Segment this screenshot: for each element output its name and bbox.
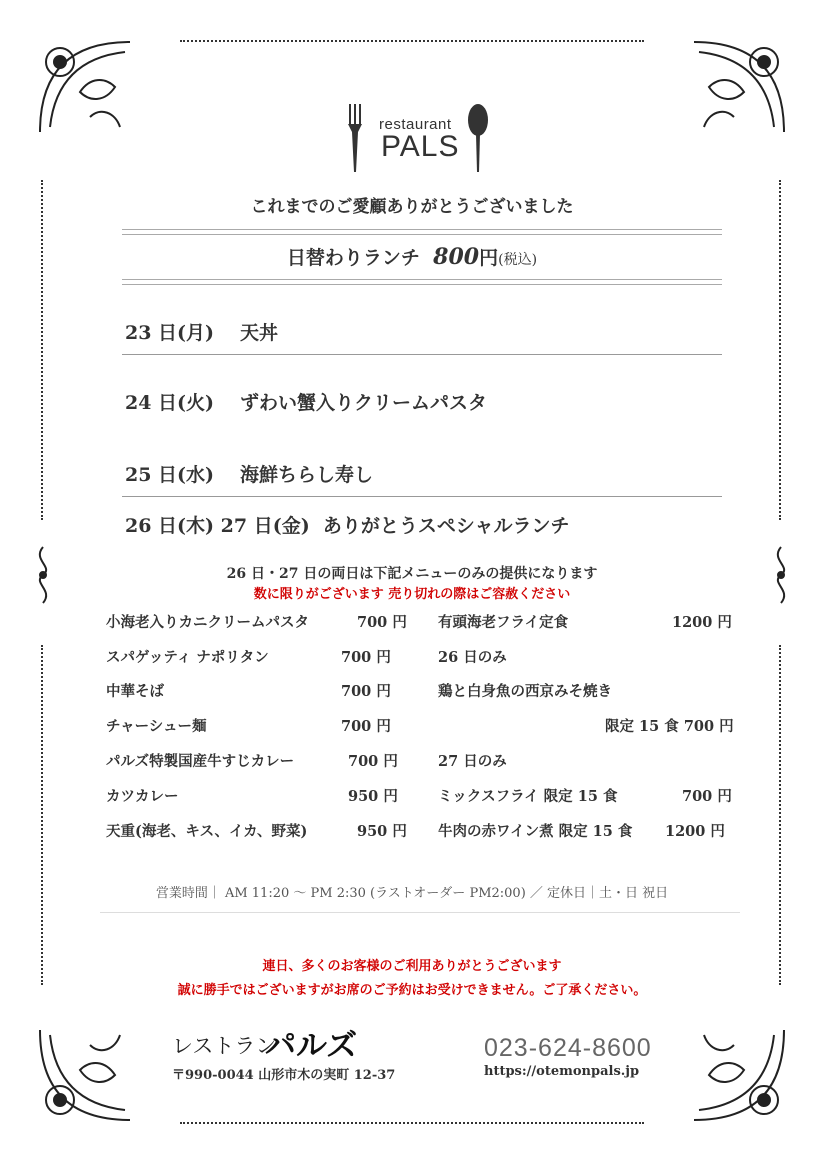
lunch-label: 日替わりランチ <box>286 247 420 269</box>
day-date: 24 日(火) <box>125 392 215 414</box>
menu-item-name: パルズ特製国産牛すじカレー <box>106 753 295 770</box>
day-row <box>125 318 278 345</box>
day-dish: 海鮮ちらし寿し <box>240 464 374 486</box>
restaurant-logo <box>345 100 495 180</box>
menu-item-name: ミックスフライ 限定 15 食 <box>438 788 618 805</box>
border-left-upper <box>41 180 45 520</box>
day-dish: ありがとうスペシャルランチ <box>322 515 570 537</box>
menu-item-price: 限定 15 食 700 円 <box>605 718 734 735</box>
day-date: 23 日(月) <box>125 322 215 344</box>
menu-item-name: 牛肉の赤ワイン煮 限定 15 食 <box>438 823 633 840</box>
corner-ornament-bottom-left <box>30 1020 140 1130</box>
daily-lunch-heading <box>0 243 824 270</box>
border-left-lower <box>41 645 45 985</box>
business-hours: 営業時間｜ AM 11:20 〜 PM 2:30 (ラストオーダー PM2:00) ／ 定休日｜土・日 祝日 <box>155 886 669 901</box>
menu-item-price: 700 円 <box>682 788 732 805</box>
menu-item-name: 26 日のみ <box>438 649 507 666</box>
menu-item-name: 27 日のみ <box>438 753 507 770</box>
day-divider <box>122 354 722 355</box>
menu-item-name: 天重(海老、キス、イカ、野菜) <box>106 823 308 840</box>
day-row <box>125 511 570 538</box>
lunch-price: 800 <box>433 244 480 270</box>
lunch-yen: 円 <box>479 247 499 269</box>
menu-item-price: 950 円 <box>348 788 398 805</box>
divider-top <box>122 229 722 235</box>
divider-bottom <box>122 279 722 285</box>
menu-item-name: 小海老入りカニクリームパスタ <box>106 614 309 631</box>
border-bottom <box>180 1122 644 1124</box>
no-reservation-notice: 誠に勝手ではございますがお席のご予約はお受けできません。ご了承ください。 <box>177 983 647 998</box>
menu-item-name: 中華そば <box>106 683 164 700</box>
corner-ornament-top-right <box>684 32 794 142</box>
lunch-tax: (税込) <box>498 252 538 268</box>
footer-name-small: レストラン <box>172 1035 277 1058</box>
day-date: 26 日(木) 27 日(金) <box>125 515 310 537</box>
menu-item-price: 1200 円 <box>665 823 725 840</box>
day-row <box>125 460 373 487</box>
menu-item-name: 鶏と白身魚の西京みそ焼き <box>438 683 612 700</box>
phone-number: 023-624-8600 <box>484 1034 652 1062</box>
logo-restaurant-text: restaurant <box>379 116 452 133</box>
menu-item-price: 700 円 <box>341 683 391 700</box>
menu-item-name: 有頭海老フライ定食 <box>438 614 569 631</box>
menu-item-price: 1200 円 <box>672 614 732 631</box>
thanks-customers: 連日、多くのお客様のご利用ありがとうございます <box>262 959 562 974</box>
corner-ornament-top-left <box>30 32 140 142</box>
border-right-lower <box>779 645 783 985</box>
day-row <box>125 388 487 415</box>
border-top <box>180 40 644 42</box>
special-warning: 数に限りがございます 売り切れの際はご容赦ください <box>253 587 571 602</box>
menu-item-price: 700 円 <box>341 649 391 666</box>
logo-pals-text: PALS <box>381 130 460 163</box>
hours-divider <box>100 912 740 913</box>
menu-item-price: 950 円 <box>357 823 407 840</box>
farewell-heading: これまでのご愛顧ありがとうございました <box>250 197 574 217</box>
menu-item-price: 700 円 <box>341 718 391 735</box>
menu-item-name: チャーシュー麺 <box>106 718 207 735</box>
address: 〒990-0044 山形市木の実町 12-37 <box>172 1068 396 1083</box>
menu-item-price: 700 円 <box>357 614 407 631</box>
border-right-upper <box>779 180 783 520</box>
day-date: 25 日(水) <box>125 464 215 486</box>
footer-name-large: パルズ <box>265 1028 358 1063</box>
website-url: https://otemonpals.jp <box>484 1064 640 1079</box>
corner-ornament-bottom-right <box>684 1020 794 1130</box>
menu-item-name: カツカレー <box>106 788 179 805</box>
menu-item-price: 700 円 <box>348 753 398 770</box>
special-note: 26 日・27 日の両日は下記メニューのみの提供になります <box>226 566 598 582</box>
day-divider <box>122 496 722 497</box>
day-dish: ずわい蟹入りクリームパスタ <box>240 392 488 414</box>
day-dish: 天丼 <box>240 322 279 344</box>
menu-item-name: スパゲッティ ナポリタン <box>106 649 269 666</box>
